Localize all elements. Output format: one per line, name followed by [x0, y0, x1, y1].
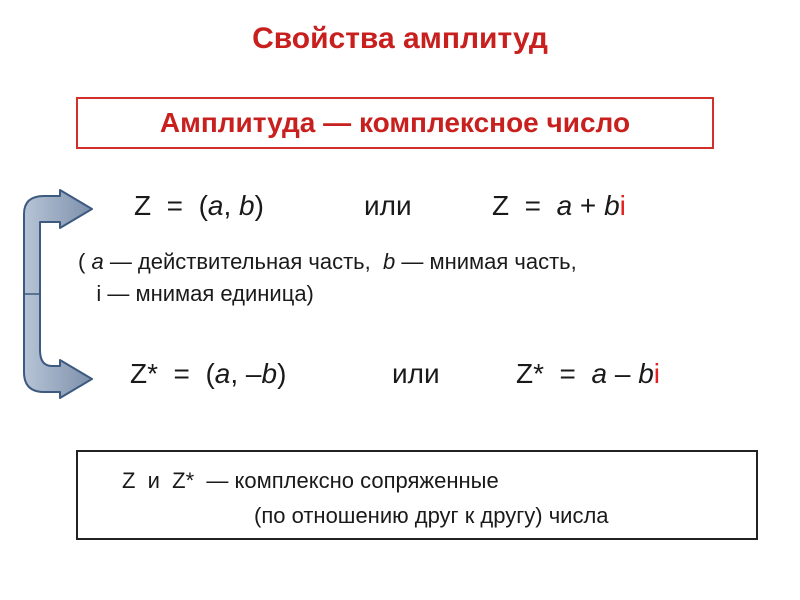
- var-a: a: [214, 358, 231, 389]
- imaginary-unit: i: [653, 358, 660, 389]
- plus-sign: +: [572, 190, 605, 221]
- pair-lhs: Z = (: [134, 190, 208, 221]
- algebraic-form: [516, 358, 660, 390]
- var-a: a: [591, 358, 608, 389]
- pair-form: [134, 190, 264, 222]
- imaginary-unit-text: i — мнимая единица): [78, 281, 314, 306]
- imaginary-unit: i: [619, 190, 626, 221]
- or-word: или: [364, 190, 412, 221]
- imaginary-part-text: — мнимая часть,: [395, 249, 577, 274]
- or-word: или: [392, 358, 440, 389]
- var-b: b: [239, 190, 255, 221]
- var-b: b: [638, 358, 654, 389]
- comma-minus: , –: [230, 358, 262, 389]
- close-paren: ): [277, 358, 287, 389]
- var-b: b: [382, 249, 396, 274]
- var-a: a: [91, 249, 104, 274]
- algebraic-form: [492, 190, 626, 222]
- var-b: b: [261, 358, 278, 389]
- minus-sign: –: [607, 358, 639, 389]
- conjugate-note-box: [76, 450, 758, 540]
- open-paren: (: [78, 249, 92, 274]
- var-b: b: [604, 190, 620, 221]
- close-paren: ): [254, 190, 264, 221]
- note-line-1: Z и Z* — комплексно сопряженные: [122, 468, 499, 493]
- explanation-text: [78, 246, 577, 310]
- definition-text: Амплитуда — комплексное число: [159, 107, 631, 138]
- note-line-2: (по отношению друг к другу) числа: [254, 503, 609, 528]
- pair-lhs: Z* = (: [130, 358, 215, 389]
- comma: ,: [223, 190, 240, 221]
- var-a: a: [207, 190, 224, 221]
- pair-form: [130, 358, 286, 390]
- alg-lhs: Z* =: [516, 358, 592, 389]
- page-title: Свойства амплитуд: [252, 22, 548, 55]
- var-a: a: [556, 190, 573, 221]
- definition-box: [76, 97, 714, 149]
- real-part-text: — действительная часть,: [103, 249, 383, 274]
- alg-lhs: Z =: [492, 190, 557, 221]
